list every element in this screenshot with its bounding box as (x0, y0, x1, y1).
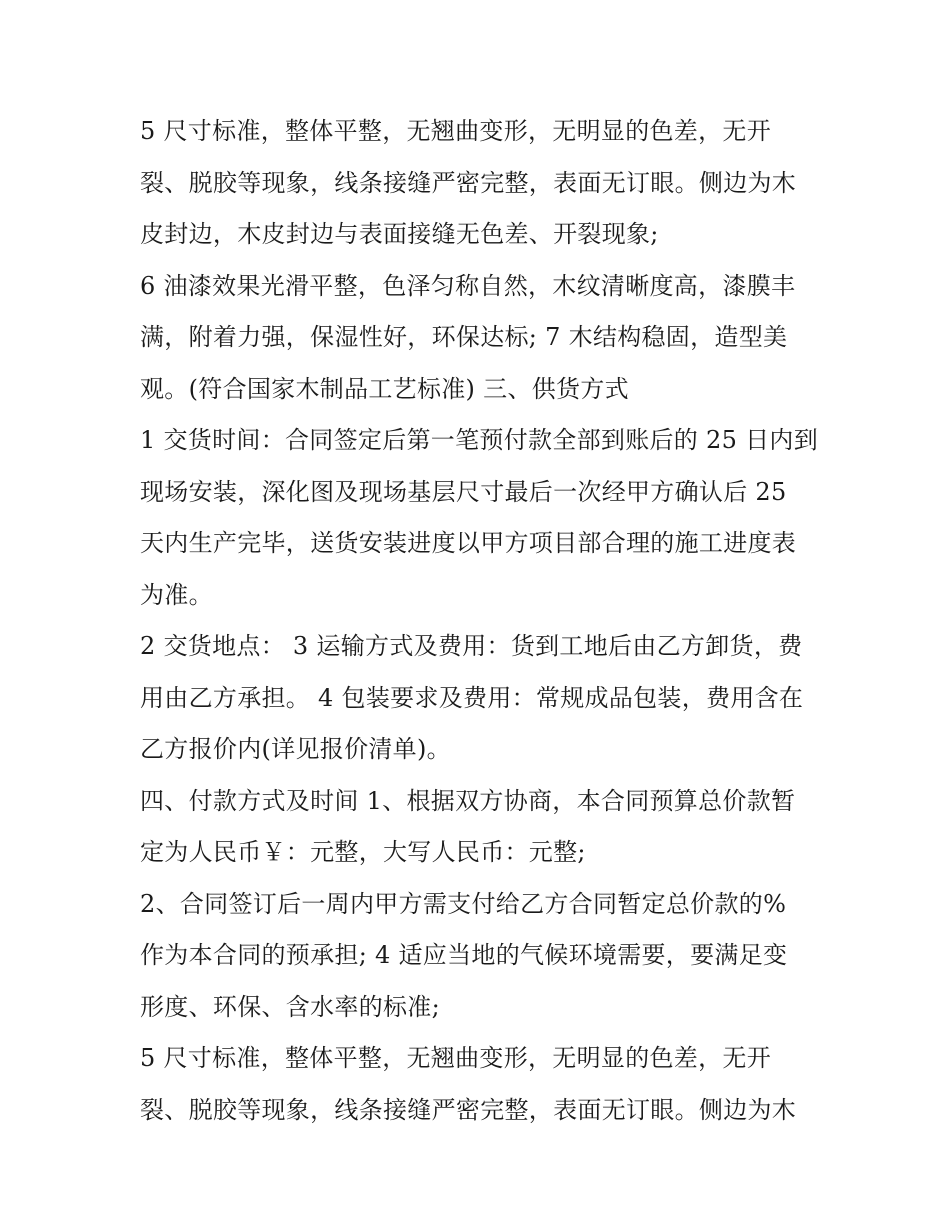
paragraph-advance-payment (140, 879, 820, 1034)
text-line: 1 交货时间：合同签定后第一笔预付款全部到账后的 25 日内到 (140, 426, 818, 454)
paragraph-delivery-place (140, 621, 820, 776)
text-line: 2、合同签订后一周内甲方需支付给乙方合同暂定总价款的% (140, 889, 787, 918)
text-line: 用由乙方承担。 4 包装要求及费用：常规成品包装，费用含在 (140, 683, 804, 712)
text-line: 作为本合同的预承担; 4 适应当地的气候环境需要，要满足变 (140, 941, 788, 969)
text-line: 乙方报价内(详见报价清单)。 (140, 735, 451, 763)
text-line: 四、付款方式及时间 1、根据双方协商，本合同预算总价款暂 (140, 786, 796, 815)
text-line: 6 油漆效果光滑平整，色泽匀称自然，木纹清晰度高，漆膜丰 (140, 271, 796, 300)
paragraph-delivery-time (140, 415, 820, 621)
text-line: 形度、环保、含水率的标准; (140, 992, 440, 1021)
text-line: 2 交货地点： 3 运输方式及费用：货到工地后由乙方卸货，费 (140, 632, 803, 660)
text-line: 裂、脱胶等现象，线条接缝严密完整，表面无订眼。侧边为木 (140, 1095, 797, 1124)
text-line: 满，附着力强，保湿性好，环保达标; 7 木结构稳固，造型美 (140, 323, 788, 351)
paragraph-size-standard-repeat (140, 1033, 820, 1136)
text-line: 定为人民币￥：元整，大写人民币：元整; (140, 838, 586, 866)
text-line: 现场安装，深化图及现场基层尺寸最后一次经甲方确认后 25 (140, 477, 787, 506)
text-line: 为准。 (140, 580, 213, 609)
document-body (140, 106, 820, 1136)
paragraph-payment-method (140, 776, 820, 879)
text-line: 观。(符合国家木制品工艺标准) 三、供货方式 (140, 374, 629, 403)
text-line: 5 尺寸标准，整体平整，无翘曲变形，无明显的色差，无开 (140, 1044, 771, 1072)
paragraph-paint-effect (140, 261, 820, 416)
paragraph-size-standard (140, 106, 820, 261)
text-line: 5 尺寸标准，整体平整，无翘曲变形，无明显的色差，无开 (140, 117, 771, 145)
text-line: 皮封边，木皮封边与表面接缝无色差、开裂现象; (140, 220, 659, 248)
text-line: 天内生产完毕，送货安装进度以甲方项目部合理的施工进度表 (140, 529, 797, 557)
text-line: 裂、脱胶等现象，线条接缝严密完整，表面无订眼。侧边为木 (140, 168, 797, 197)
